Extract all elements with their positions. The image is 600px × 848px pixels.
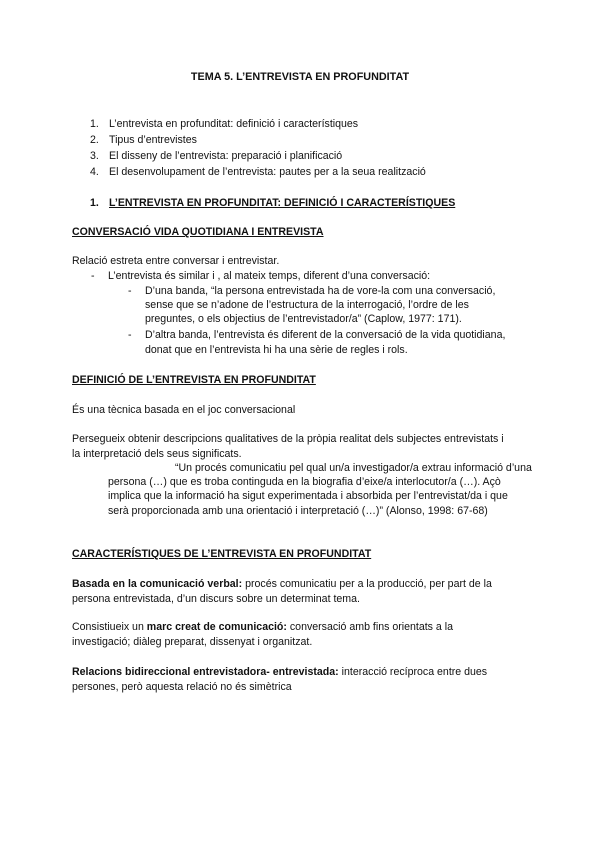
quote-line: implica que la informació ha sigut experimentada i absorbida per l’entrevistat/da i que — [108, 490, 508, 502]
toc-text: Tipus d’entrevistes — [109, 134, 197, 146]
bullet-dash: - — [91, 270, 95, 282]
characteristic-label: marc creat de comunicació: — [146, 621, 287, 633]
paragraph: És una tècnica basada en el joc conversacional — [72, 404, 296, 416]
sub-bullet-line: D’altra banda, l’entrevista és diferent de la conversació de la vida quotidiana, — [145, 329, 506, 341]
sub-bullet-line: preguntes, o els objectius de l’entrevistador/a” (Caplow, 1977: 171). — [145, 313, 462, 325]
characteristic-label: Relacions bidireccional entrevistadora- entrevistada: — [72, 666, 339, 678]
subsection-heading-definicio: DEFINICIÓ DE L’ENTREVISTA EN PROFUNDITAT — [72, 374, 316, 386]
section-number: 1. — [90, 197, 99, 209]
toc-text: El disseny de l’entrevista: preparació i planificació — [109, 150, 343, 162]
characteristic-prefix: Consistiueix un — [72, 621, 147, 633]
bullet-dash: - — [128, 329, 132, 341]
toc-text: El desenvolupament de l’entrevista: pautes per a la seua realització — [109, 166, 426, 178]
characteristic-text: conversació amb fins orientats a la — [286, 621, 453, 633]
quote-line: persona (…) que es troba continguda en la biografia d’eixe/a interlocutor/a (…). Açò — [108, 476, 501, 488]
toc-number: 2. — [90, 134, 99, 146]
bullet-dash: - — [128, 285, 132, 297]
toc-number: 3. — [90, 150, 99, 162]
sub-bullet-line: D’una banda, “la persona entrevistada ha de vore-la com una conversació, — [145, 285, 496, 297]
sub-bullet-line: sense que se n’adone de l’estructura de la interrogació, l’ordre de les — [145, 299, 469, 311]
characteristic-text: interacció recíproca entre dues — [338, 666, 488, 678]
page-title: TEMA 5. L’ENTREVISTA EN PROFUNDITAT — [190, 71, 410, 83]
sub-bullet-line: donat que en l’entrevista hi ha una sèrie de regles i rols. — [145, 344, 408, 356]
characteristic-line — [72, 665, 487, 679]
subsection-heading-conversa: CONVERSACIÓ VIDA QUOTIDIANA I ENTREVISTA — [72, 226, 324, 238]
characteristic-line — [72, 577, 492, 591]
characteristic-label: Basada en la comunicació verbal: — [72, 578, 243, 590]
quote-line: “Un procés comunicatiu pel qual un/a investigador/a extrau informació d’una — [175, 462, 532, 474]
section-title: L’ENTREVISTA EN PROFUNDITAT: DEFINICIÓ I CARACTERÍSTIQUES — [109, 197, 456, 209]
bullet-text: L’entrevista és similar i , al mateix temps, diferent d’una conversació: — [108, 270, 431, 282]
characteristic-line: persones, però aquesta relació no és simètrica — [72, 681, 292, 693]
characteristic-line: investigació; diàleg preparat, dissenyat i organitzat. — [72, 636, 313, 648]
subsection-heading-caracteristiques: CARACTERÍSTIQUES DE L’ENTREVISTA EN PROFUNDITAT — [72, 548, 372, 560]
paragraph-line: Persegueix obtenir descripcions qualitatives de la pròpia realitat dels subjectes entrevistats i — [72, 433, 504, 445]
quote-line: serà proporcionada amb una orientació i interpretació (…)” (Alonso, 1998: 67-68) — [108, 505, 488, 517]
characteristic-line: persona entrevistada, d’un discurs sobre un determinat tema. — [72, 593, 360, 605]
paragraph: Relació estreta entre conversar i entrevistar. — [72, 255, 280, 267]
paragraph-line: la interpretació dels seus significats. — [72, 448, 242, 460]
characteristic-line — [72, 620, 453, 634]
toc-number: 4. — [90, 166, 99, 178]
characteristic-text: procés comunicatiu per a la producció, per part de la — [242, 578, 492, 590]
toc-text: L’entrevista en profunditat: definició i característiques — [109, 118, 359, 130]
toc-number: 1. — [90, 118, 99, 130]
